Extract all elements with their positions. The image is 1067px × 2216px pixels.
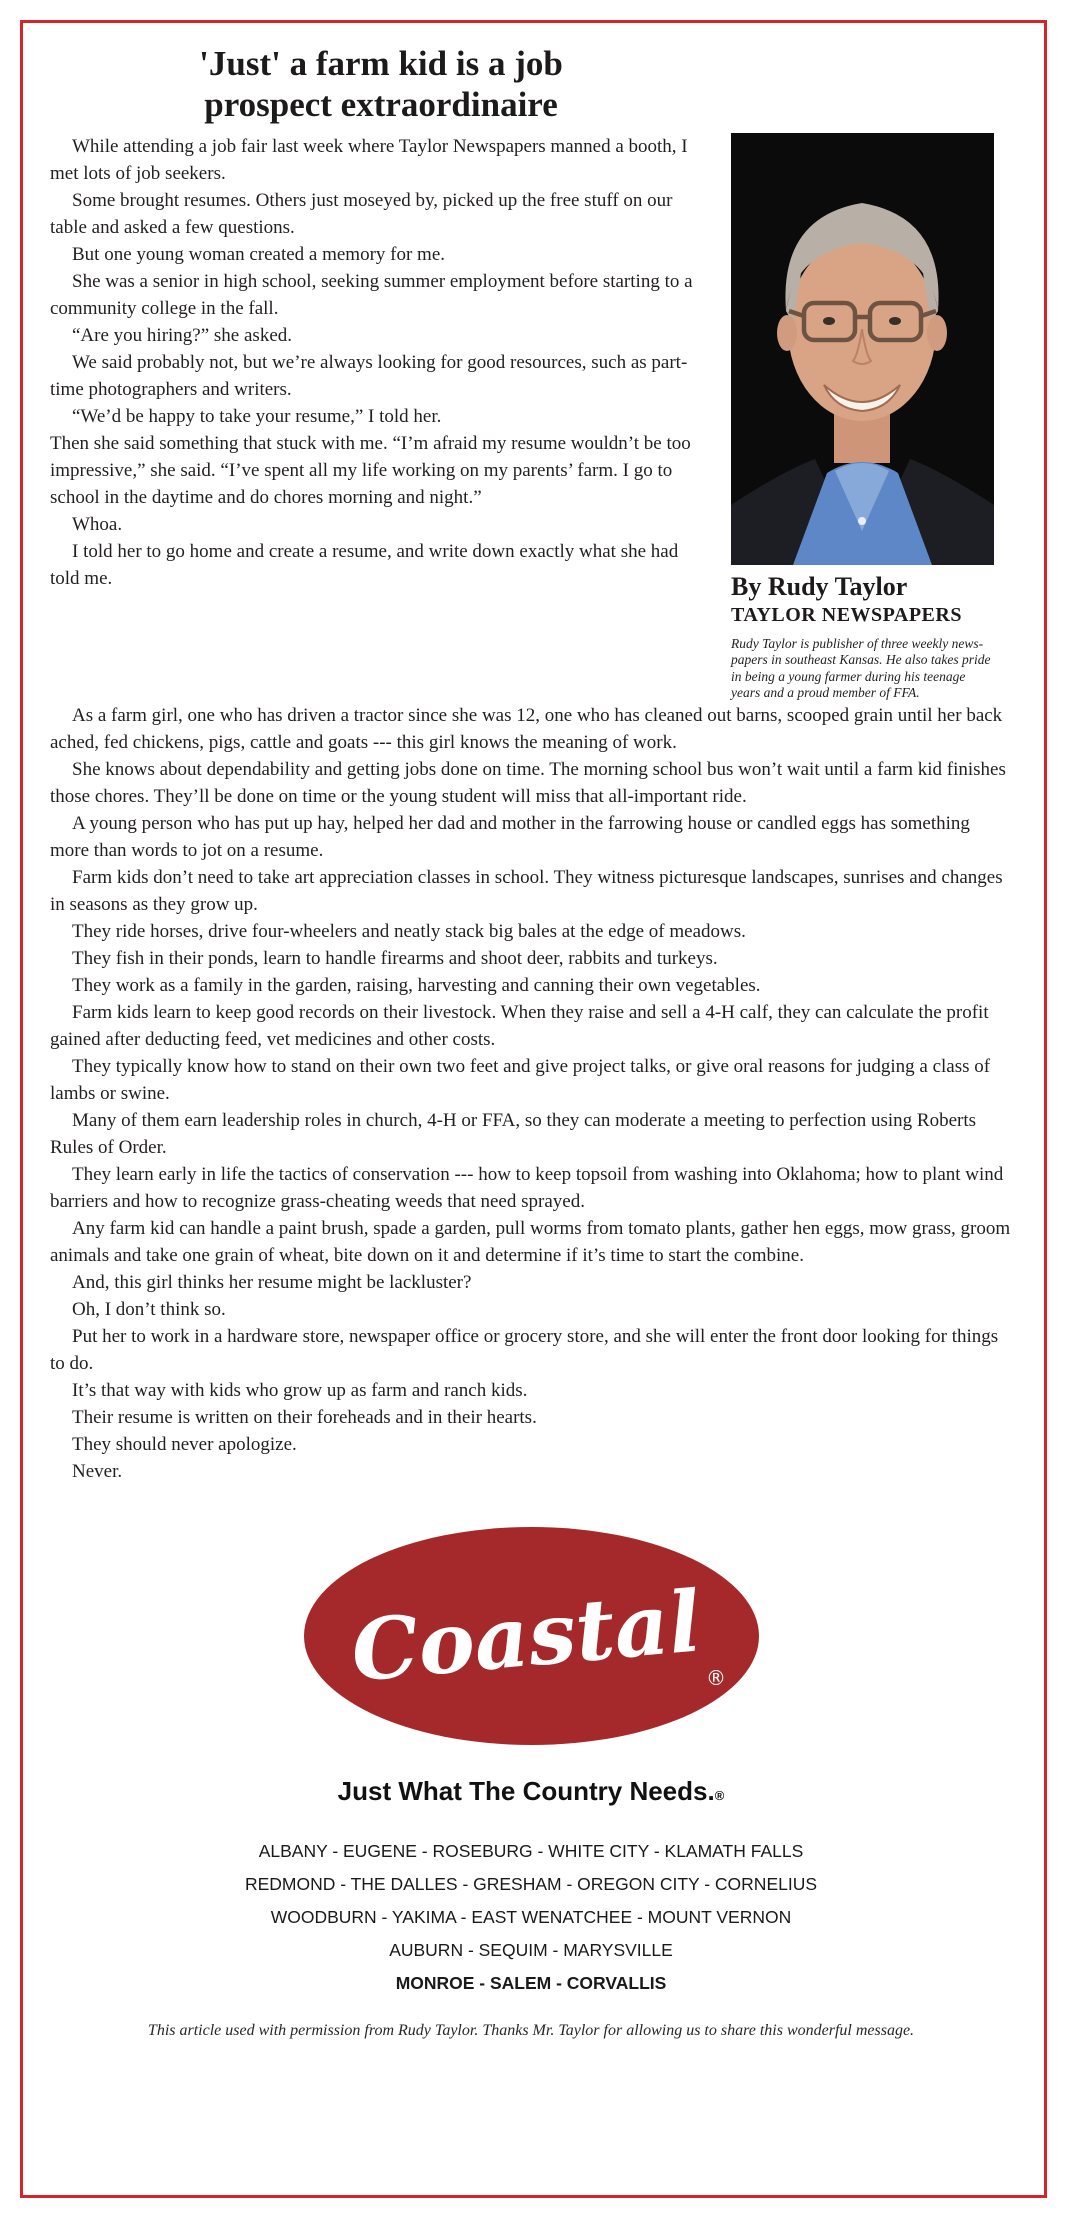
coastal-logo-registered-mark: ® bbox=[705, 1665, 726, 1690]
coastal-tagline-registered-mark: ® bbox=[714, 1787, 725, 1803]
article-paragraph: They ride horses, drive four-wheelers and neatly stack big bales at the edge of meadows. bbox=[72, 920, 746, 942]
article-paragraph: Oh, I don’t think so. bbox=[72, 1298, 226, 1320]
article-paragraph: Whoa. bbox=[72, 514, 123, 536]
coastal-locations-list bbox=[50, 1835, 1012, 2000]
coastal-logo bbox=[304, 1527, 759, 1745]
page-title-line2: prospect extraordinaire bbox=[204, 84, 558, 124]
article-paragraph: Then she said something that stuck with me. “I’m afraid my resume wouldn’t be too impressive,” she said. “I’ve spent all my life working on my parents’ farm. I go to school in the daytime and do chores morning and night.” bbox=[50, 433, 691, 509]
portrait-photo bbox=[731, 133, 994, 565]
article-paragraph: Any farm kid can handle a paint brush, spade a garden, pull worms from tomato plants, gather hen eggs, mow grass, groom animals and take one grain of wheat, bite down on it and determine if it’s time to start the combine. bbox=[50, 1217, 1011, 1266]
article-paragraph: I told her to go home and create a resume, and write down exactly what she had told me. bbox=[50, 541, 679, 590]
article-paragraph: We said probably not, but we’re always looking for good resources, such as part-time photographers and writers. bbox=[50, 352, 688, 401]
byline-author: By Rudy Taylor bbox=[731, 572, 908, 602]
page-content bbox=[50, 44, 1012, 2040]
article-paragraph: A young person who has put up hay, helped her dad and mother in the farrowing house or candled eggs has something more than words to jot on a resume. bbox=[50, 812, 970, 861]
article-paragraph: She was a senior in high school, seeking summer employment before starting to a community college in the fall. bbox=[50, 271, 693, 320]
author-bio bbox=[731, 636, 997, 702]
article-paragraph: They typically know how to stand on their own two feet and give project talks, or give oral reasons for judging a class of lambs or swine. bbox=[50, 1055, 991, 1104]
author-bio-line: papers in southeast Kansas. He also takes pride bbox=[731, 652, 991, 668]
article-paragraph: But one young woman created a memory for me. bbox=[72, 244, 446, 266]
article-paragraph: It’s that way with kids who grow up as farm and ranch kids. bbox=[72, 1379, 528, 1401]
article-paragraph: Never. bbox=[72, 1460, 123, 1482]
article-paragraph: They learn early in life the tactics of conservation --- how to keep topsoil from washing into Oklahoma; how to plant wind barriers and how to recognize grass-cheating weeds that need sprayed. bbox=[50, 1163, 1004, 1212]
author-sidebar bbox=[731, 133, 997, 702]
author-bio-line: in being a young farmer during his teenage bbox=[731, 668, 966, 684]
page-title bbox=[50, 44, 712, 125]
article-paragraph: Many of them earn leadership roles in church, 4-H or FFA, so they can moderate a meeting to perfection using Roberts Rules of Order. bbox=[50, 1109, 977, 1158]
article-paragraph: She knows about dependability and getting jobs done on time. The morning school bus won’t wait until a farm kid finishes those chores. They’ll be done on time or the young student will miss that all-important ride. bbox=[50, 758, 1006, 807]
article-body-full-width bbox=[50, 702, 1012, 1485]
coastal-tagline bbox=[50, 1776, 1012, 1807]
author-bio-line: Rudy Taylor is publisher of three weekly news- bbox=[731, 635, 984, 651]
coastal-tagline-text: Just What The Country Needs. bbox=[337, 1775, 715, 1806]
permission-note: This article used with permission from Rudy Taylor. Thanks Mr. Taylor for allowing us to share this wonderful message. bbox=[147, 2021, 915, 2039]
article-paragraph: “Are you hiring?” she asked. bbox=[72, 325, 293, 347]
article-paragraph: They should never apologize. bbox=[72, 1433, 297, 1455]
coastal-locations-line: REDMOND - THE DALLES - GRESHAM - OREGON CITY - CORNELIUS bbox=[244, 1873, 818, 1894]
article-paragraph: While attending a job fair last week where Taylor Newspapers manned a booth, I met lots of job seekers. bbox=[50, 136, 688, 185]
author-bio-line: years and a proud member of FFA. bbox=[731, 685, 920, 701]
coastal-locations-line: WOODBURN - YAKIMA - EAST WENATCHEE - MOUNT VERNON bbox=[270, 1906, 792, 1927]
article-paragraph: Put her to work in a hardware store, newspaper office or grocery store, and she will enter the front door looking for things to do. bbox=[50, 1325, 999, 1374]
article-paragraph: As a farm girl, one who has driven a tractor since she was 12, one who has cleaned out barns, scooped grain until her back ached, fed chickens, pigs, cattle and goats --- this girl knows the meaning of work. bbox=[50, 704, 1003, 753]
article-paragraph: They fish in their ponds, learn to handle firearms and shoot deer, rabbits and turkeys. bbox=[72, 947, 718, 969]
coastal-ad-block bbox=[50, 1527, 1012, 2000]
coastal-locations-line: AUBURN - SEQUIM - MARYSVILLE bbox=[389, 1939, 673, 1960]
coastal-locations-line: ALBANY - EUGENE - ROSEBURG - WHITE CITY - KLAMATH FALLS bbox=[258, 1840, 804, 1861]
coastal-locations-line: MONROE - SALEM - CORVALLIS bbox=[395, 1972, 667, 1993]
article-paragraph: They work as a family in the garden, raising, harvesting and canning their own vegetables. bbox=[72, 974, 761, 996]
article-paragraph: Some brought resumes. Others just moseyed by, picked up the free stuff on our table and asked a few questions. bbox=[50, 190, 673, 239]
article-top-section bbox=[50, 133, 1012, 702]
article-paragraph: Their resume is written on their foreheads and in their hearts. bbox=[72, 1406, 537, 1428]
byline-organization: TAYLOR NEWSPAPERS bbox=[731, 603, 962, 626]
article-paragraph: “We’d be happy to take your resume,” I told her. bbox=[72, 406, 442, 428]
coastal-logo-text: Coastal bbox=[346, 1571, 704, 1701]
article-left-column bbox=[50, 133, 712, 702]
article-paragraph: Farm kids don’t need to take art appreciation classes in school. They witness picturesque landscapes, sunrises and changes in seasons as they grow up. bbox=[50, 866, 1003, 915]
page-title-line1: 'Just' a farm kid is a job bbox=[199, 44, 563, 83]
article-paragraph: Farm kids learn to keep good records on their livestock. When they raise and sell a 4-H calf, they can calculate the profit gained after deducting feed, vet medicines and other costs. bbox=[50, 1001, 989, 1050]
article-paragraph: And, this girl thinks her resume might be lackluster? bbox=[72, 1271, 472, 1293]
